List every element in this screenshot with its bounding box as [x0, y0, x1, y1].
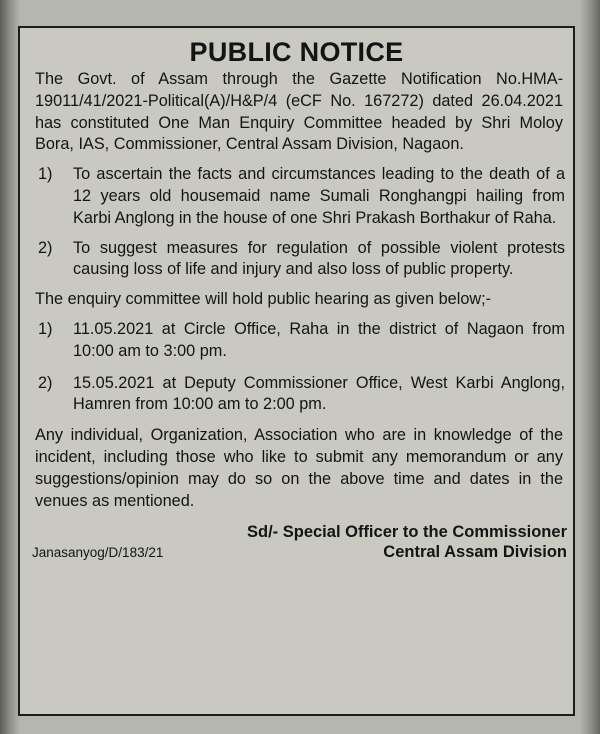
hearing-text: 15.05.2021 at Deputy Commissioner Office, West Karbi Anglong, Hamren from 10:00 am to 2:00 pm. — [73, 373, 565, 414]
hearing-text: 11.05.2021 at Circle Office, Raha in the district of Nagaon from 10:00 am to 3:00 pm. — [73, 319, 565, 360]
term-item — [20, 238, 573, 282]
notice-footer — [20, 543, 573, 562]
closing-paragraph: Any individual, Organization, Association who are in knowledge of the incident, including those who like to submit any memorandum or any suggestions/opinion may do so on the above time and dates in the venues as mentioned. — [35, 426, 563, 510]
term-number: 2) — [38, 238, 53, 257]
term-item — [20, 164, 573, 229]
term-number: 1) — [38, 165, 53, 184]
division-name: Central Assam Division — [383, 543, 567, 562]
hearing-number: 2) — [38, 373, 53, 392]
reference-number: Janasanyog/D/183/21 — [32, 545, 164, 561]
hearing-intro: The enquiry committee will hold public hearing as given below;- — [35, 290, 492, 309]
hearing-item — [20, 319, 573, 363]
notice-title: PUBLIC NOTICE — [189, 37, 404, 67]
public-notice-box — [18, 26, 575, 716]
hearing-item — [20, 373, 573, 417]
intro-paragraph: The Govt. of Assam through the Gazette Notification No.HMA-19011/41/2021-Political(A)/H&P/4 (eCF No. 167272) dated 26.04.2021 has constituted One Man Enquiry Committee headed by Shri Moloy Bora, IAS, Commissioner, Central Assam Division, Nagaon. — [35, 70, 563, 154]
term-text: To ascertain the facts and circumstances leading to the death of a 12 years old housemaid name Sumali Ronghangpi hailing from Karbi Anglong in the house of one Shri Prakash Borthakur of Raha. — [73, 165, 565, 227]
hearing-number: 1) — [38, 319, 53, 338]
term-text: To suggest measures for regulation of possible violent protests causing loss of life and injury and also loss of public property. — [73, 238, 565, 279]
signature-line: Sd/- Special Officer to the Commissioner — [247, 523, 567, 542]
